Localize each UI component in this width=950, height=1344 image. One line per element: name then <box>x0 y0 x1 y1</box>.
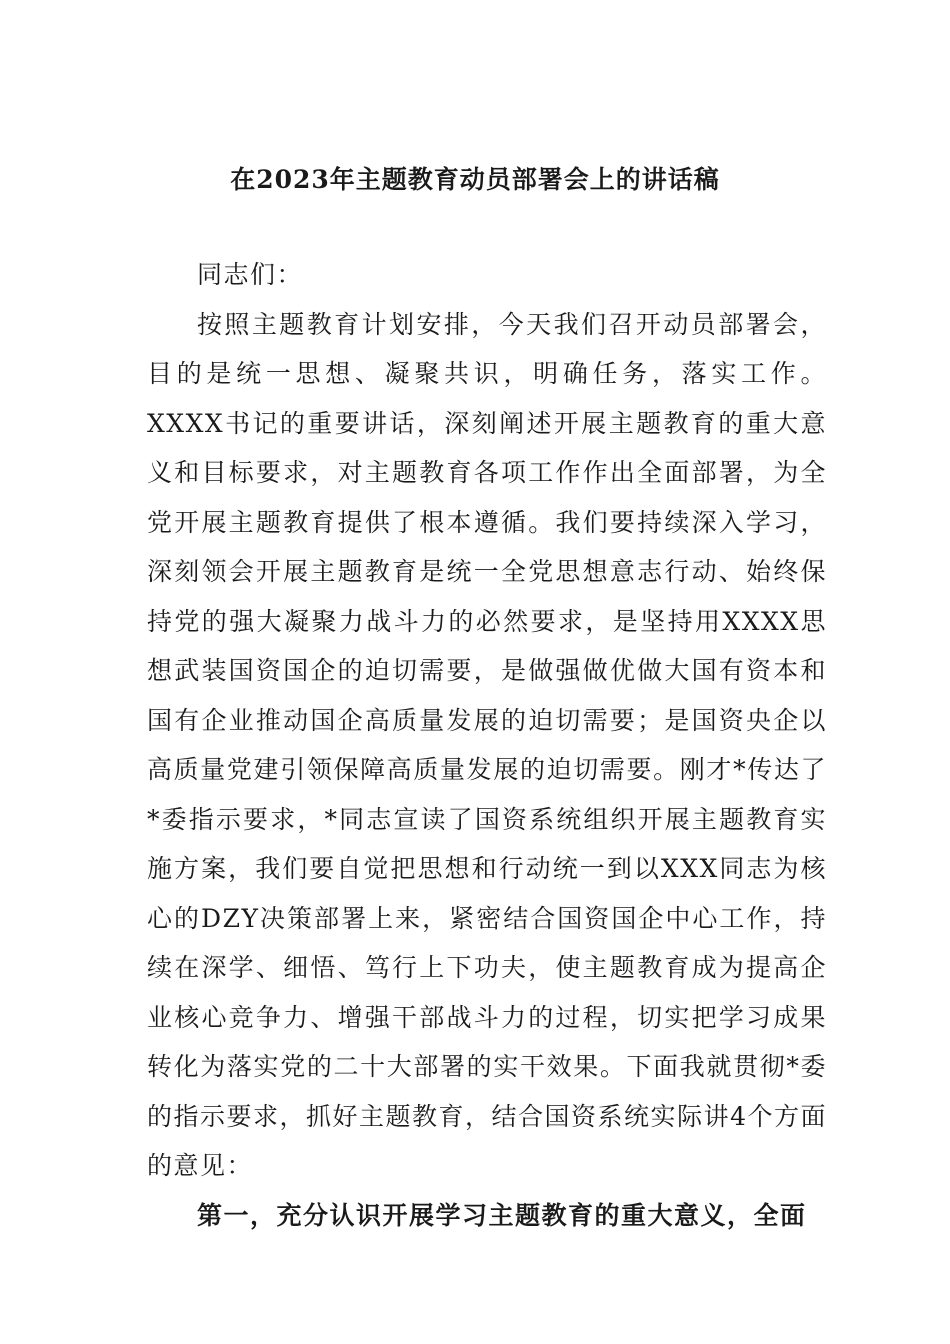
document-title: 在2023年主题教育动员部署会上的讲话稿 <box>230 165 720 194</box>
section-heading: 第一，充分认识开展学习主题教育的重大意义，全面 <box>197 1200 807 1230</box>
salutation: 同志们： <box>197 260 304 289</box>
document-body <box>147 250 827 1240</box>
body-paragraph: 按照主题教育计划安排，今天我们召开动员部署会，目的是统一思想、凝聚共识，明确任务，落实工作。XXXX书记的重要讲话，深刻阐述开展主题教育的重大意义和目标要求，对主题教育各项工作作出全面部署，为全党开展主题教育提供了根本遵循。我们要持续深入学习，深刻领会开展主题教育是统一全党思想意志行动、始终保持党的强大凝聚力战斗力的必然要求，是坚持用XXXX思想武装国资国企的迫切需要，是做强做优做大国有资本和国有企业推动国企高质量发展的迫切需要；是国资央企以高质量党建引领保障高质量发展的迫切需要。刚才*传达了*委指示要求，*同志宣读了国资系统组织开展主题教育实施方案，我们要自觉把思想和行动统一到以XXX同志为核心的DZY决策部署上来，紧密结合国资国企中心工作，持续在深学、细悟、笃行上下功夫，使主题教育成为提高企业核心竞争力、增强干部战斗力的过程，切实把学习成果转化为落实党的二十大部署的实干效果。下面我就贯彻*委的指示要求，抓好主题教育，结合国资系统实际讲4个方面的意见： <box>147 309 827 1180</box>
